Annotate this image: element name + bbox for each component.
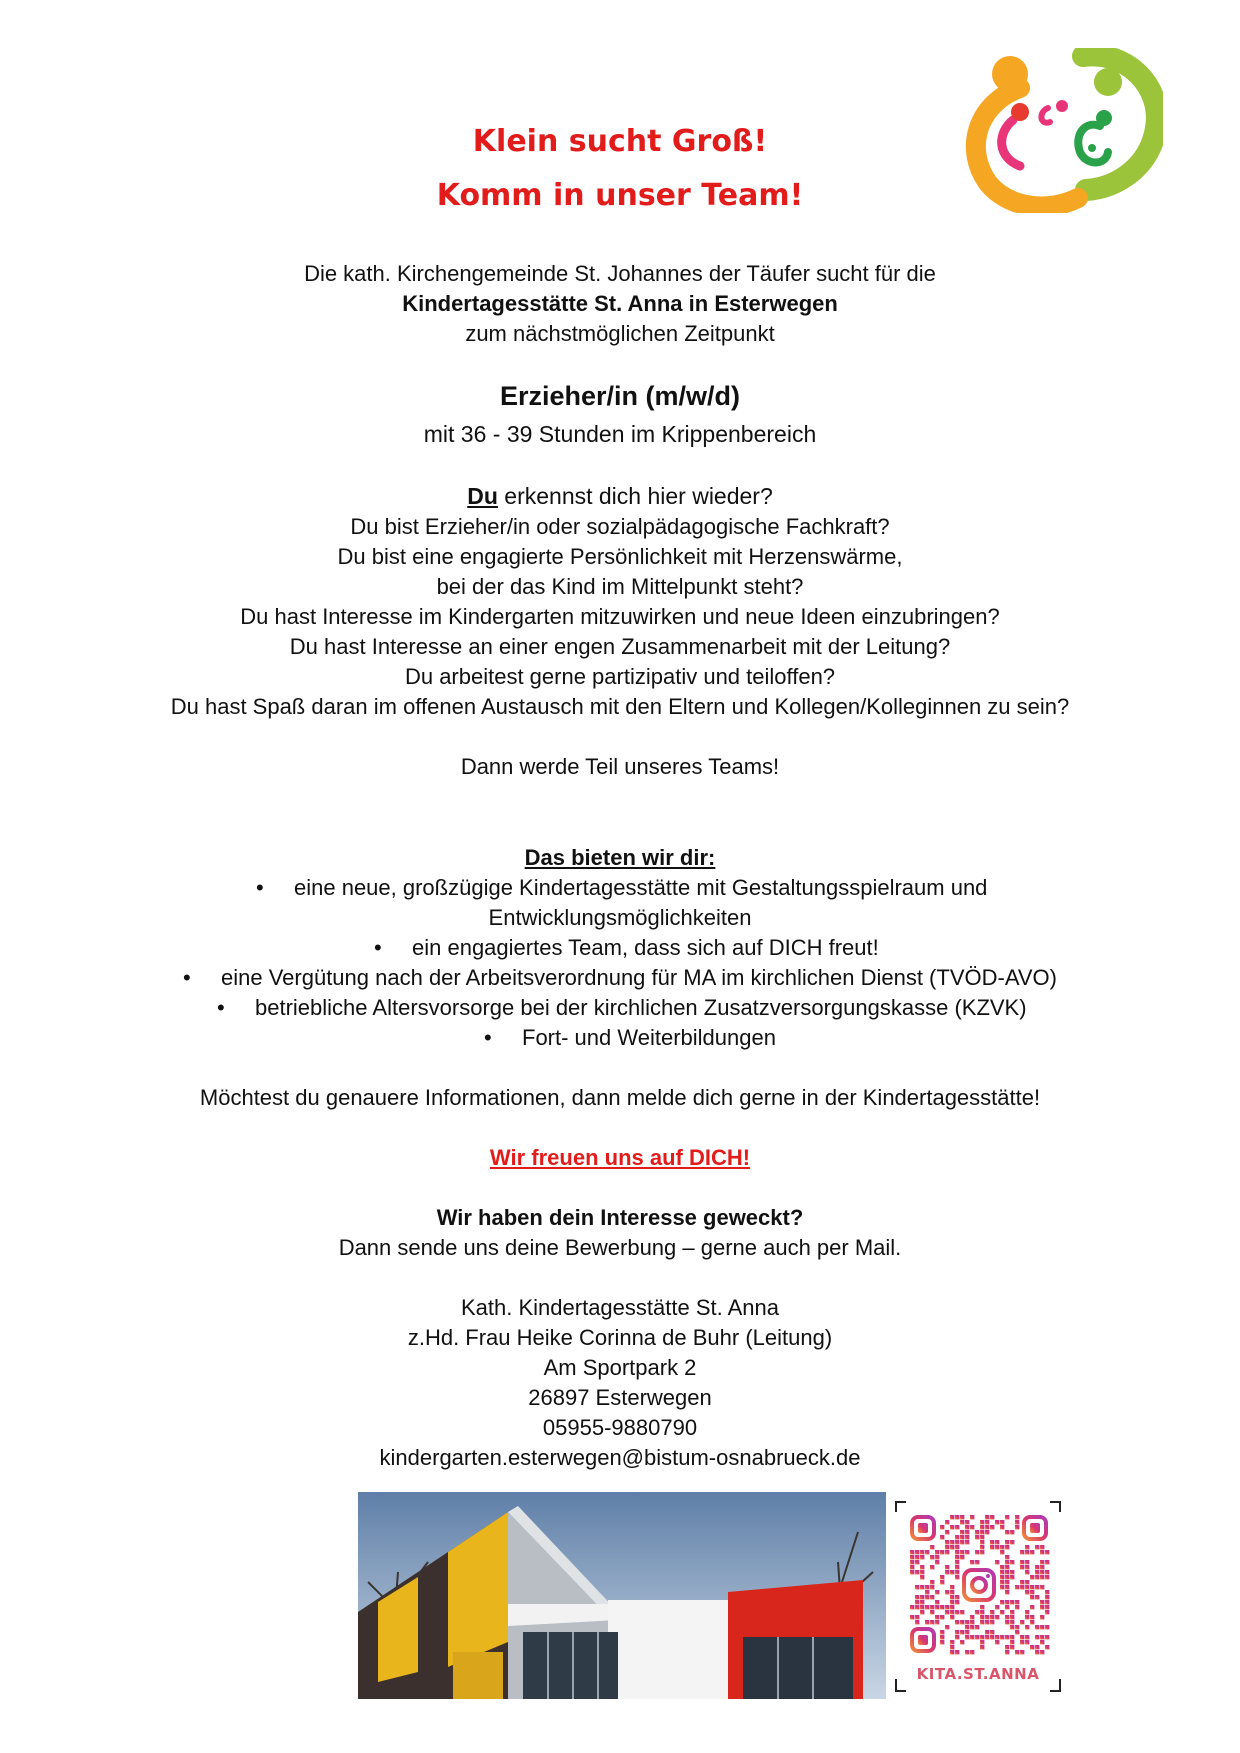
questions-lead [0, 481, 1240, 511]
offer-item [374, 933, 879, 963]
offer-item [256, 873, 987, 903]
contact-email[interactable]: kindergarten.esterwegen@bistum-osnabrueck.de [379, 1445, 861, 1470]
contact-city: 26897 Esterwegen [528, 1385, 712, 1410]
bullet-icon: • [217, 995, 225, 1020]
info-line: Möchtest du genauere Informationen, dann melde dich gerne in der Kindertagesstätte! [199, 1085, 1041, 1110]
offer-item-text: ein engagiertes Team, dass sich auf DICH freut! [412, 935, 879, 960]
offer-item [217, 993, 1027, 1023]
intro-line-3: zum nächstmöglichen Zeitpunkt [465, 321, 775, 346]
welcome-line: Wir freuen uns auf DICH! [489, 1145, 751, 1170]
contact-street: Am Sportpark 2 [543, 1355, 697, 1380]
questions-lead-rest: erkennst dich hier wieder? [497, 483, 773, 509]
position-hours: mit 36 - 39 Stunden im Krippenbereich [423, 421, 817, 447]
qr-label: KITA.ST.ANNA [916, 1665, 1040, 1683]
offer-item-text: betriebliche Altersvorsorge bei der kirchlichen Zusatzversorgungskasse (KZVK) [255, 995, 1027, 1020]
headline-line-1: Klein sucht Groß! [472, 124, 768, 159]
offer-item [484, 1023, 776, 1053]
offer-heading: Das bieten wir dir: [524, 845, 716, 870]
questions-lead-du: Du [467, 483, 498, 509]
contact-name: Kath. Kindertagesstätte St. Anna [461, 1295, 779, 1320]
question-item: Du hast Interesse an einer engen Zusammenarbeit mit der Leitung? [289, 634, 951, 659]
apply-heading: Wir haben dein Interesse geweckt? [436, 1205, 804, 1230]
headline-line-2: Komm in unser Team! [436, 178, 804, 213]
questions-closing: Dann werde Teil unseres Teams! [460, 754, 780, 779]
intro-line-1: Die kath. Kirchengemeinde St. Johannes der Täufer sucht für die [304, 261, 936, 286]
building-photo [358, 1492, 886, 1699]
question-item: Du hast Spaß daran im offenen Austausch mit den Eltern und Kollegen/Kolleginnen zu sein? [170, 694, 1070, 719]
question-item: bei der das Kind im Mittelpunkt steht? [436, 574, 804, 599]
apply-text: Dann sende uns deine Bewerbung – gerne auch per Mail. [338, 1235, 902, 1260]
question-item: Du bist eine engagierte Persönlichkeit mit Herzenswärme, [337, 544, 903, 569]
intro-kita-name: Kindertagesstätte St. Anna in Esterwegen [402, 291, 838, 316]
question-item: Du bist Erzieher/in oder sozialpädagogische Fachkraft? [350, 514, 890, 539]
offer-item-text: eine neue, großzügige Kindertagesstätte mit Gestaltungsspielraum und [294, 875, 988, 900]
contact-attn: z.Hd. Frau Heike Corinna de Buhr (Leitung) [407, 1325, 833, 1350]
contact-phone: 05955-9880790 [542, 1415, 698, 1440]
qr-bottom-brackets [894, 1673, 1062, 1693]
bullet-icon: • [374, 935, 382, 960]
qr-code [894, 1500, 1062, 1660]
question-item: Du hast Interesse im Kindergarten mitzuwirken und neue Ideen einzubringen? [240, 604, 1000, 629]
offer-item-text: Fort- und Weiterbildungen [522, 1025, 776, 1050]
offer-item-continuation: Entwicklungsmöglichkeiten [488, 905, 752, 930]
position-title: Erzieher/in (m/w/d) [499, 381, 741, 411]
offer-item [183, 963, 1057, 993]
question-item: Du arbeitest gerne partizipativ und teiloffen? [404, 664, 836, 689]
bullet-icon: • [484, 1025, 492, 1050]
offer-item-text: eine Vergütung nach der Arbeitsverordnung für MA im kirchlichen Dienst (TVÖD-AVO) [221, 965, 1057, 990]
instagram-qr-card[interactable] [894, 1500, 1062, 1693]
bullet-icon: • [256, 875, 264, 900]
bullet-icon: • [183, 965, 191, 990]
